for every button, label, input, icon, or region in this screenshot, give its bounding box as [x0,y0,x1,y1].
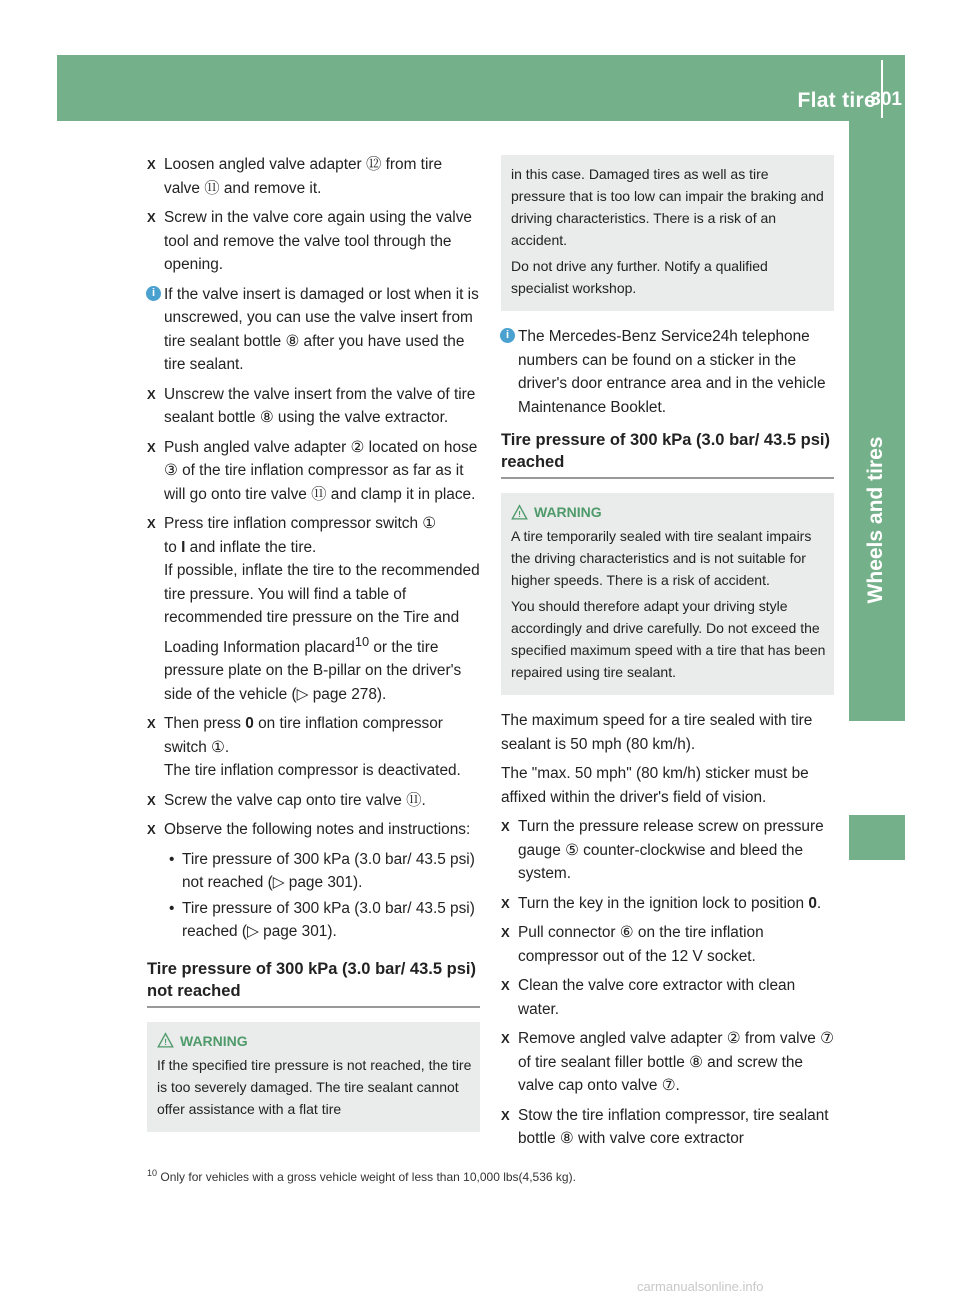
step-arrow-icon: X [147,822,156,838]
section-heading: Tire pressure of 300 kPa (3.0 bar/ 43.5 psi) reached [501,429,834,479]
step-arrow-icon: X [147,516,156,531]
side-marker [849,815,905,860]
step-text: Push angled valve adapter ② located on hose ③ of the tire inflation compressor as far as it will go onto tire valve ⑪ and clamp it in place. [164,438,478,503]
step-text: Screw in the valve core again using the valve tool and remove the valve tool through the opening. [164,209,472,273]
warning-box [147,1022,480,1132]
step-text: Clean the valve core extractor with clean water. [518,977,796,1018]
step-detail: If possible, inflate the tire to the recommended tire pressure. You will find a table of recommended tire pressure on the Tire and Loading Information placard [164,562,480,656]
footnote-text: Only for vehicles with a gross vehicle weight of less than 10,000 lbs(4,536 kg). [160,1170,576,1184]
step-item [501,921,834,968]
step-text: Then press [164,715,246,733]
step-item [147,818,480,842]
step-text: Remove angled valve adapter ② from valve ⑦ of tire sealant filler bottle ⑧ and screw the valve cap onto valve ⑦. [518,1030,834,1094]
step-text: and inflate the tire. [185,538,317,556]
info-note [501,325,834,419]
step-item [501,1027,834,1098]
info-text: The Mercedes-Benz Service24h telephone numbers can be found on a sticker in the driver's door entrance area and in the vehicle Maintenance Booklet. [518,328,826,416]
step-text: Observe the following notes and instructions: [164,821,471,839]
step-item [147,206,480,277]
step-detail: or the tire pressure plate on the B-pillar on the driver's side of the vehicle (▷ page 278). [164,638,462,703]
step-text: . [816,894,822,912]
step-arrow-icon: X [147,386,156,402]
step-text: Stow the tire inflation compressor, tire sealant bottle ⑧ with valve core extractor [518,1106,829,1147]
step-item [501,974,834,1021]
step-arrow-icon: X [501,819,510,834]
warning-box-continued [501,155,834,311]
step-item [501,815,834,886]
step-arrow-icon: X [501,1107,510,1123]
header-bar [57,55,905,121]
step-arrow-icon: X [147,792,156,808]
warning-box [501,493,834,695]
right-column [501,153,834,1157]
step-arrow-icon: X [501,895,510,911]
step-text: Turn the key in the ignition lock to position [518,894,809,912]
warning-header [511,501,826,523]
step-arrow-icon: X [501,978,510,993]
bullet-dot: • [169,899,175,917]
warning-text: If the specified tire pressure is not reached, the tire is too severely damaged. The tire sealant cannot offer assistance with a flat tire [157,1056,472,1117]
warning-title: WARNING [180,1032,248,1049]
step-item [147,153,480,200]
step-arrow-icon: X [501,925,510,940]
list-item [147,848,480,895]
step-text: to [164,538,182,556]
step-text: Press tire inflation compressor switch ① [164,515,437,532]
step-text: Screw the valve cap onto tire valve ⑪. [164,791,426,809]
list-item-text: Tire pressure of 300 kPa (3.0 bar/ 43.5 psi) not reached (▷ page 301). [182,850,475,892]
warning-text: You should therefore adapt your driving style accordingly and drive carefully. Do not exceed the specified maximum speed with a tire that has been repaired using tire sealant. [511,598,826,680]
warning-triangle-icon [157,1032,174,1049]
step-item [501,892,834,916]
info-text: If the valve insert is damaged or lost when it is unscrewed, you can use the valve insert from tire sealant bottle ⑧ after you have used the tire sealant. [164,285,479,373]
left-column [147,153,480,1132]
step-item [147,512,480,706]
page-number: 301 [870,89,902,110]
warning-title: WARNING [534,504,602,520]
info-note [147,283,480,377]
warning-text: in this case. Damaged tires as well as tire pressure that is too low can impair the braking and driving characteristics. There is a risk of an accident. [511,166,824,248]
step-text-bold: I [181,538,186,556]
step-text: Pull connector ⑥ on the tire inflation compressor out of the 12 V socket. [518,924,764,965]
page-header-title: Flat tire [797,89,876,112]
step-item [501,1104,834,1151]
svg-text:!: ! [164,1037,167,1048]
step-arrow-icon: X [147,716,156,732]
warning-triangle-icon [511,504,528,521]
step-text-bold: 0 [245,715,254,733]
step-text: on tire inflation compressor switch ①. [164,715,443,756]
step-arrow-icon: X [147,210,156,225]
svg-text:!: ! [518,508,521,519]
footnote [147,1168,576,1184]
watermark: carmanualsonline.info [637,1279,764,1294]
bullet-dot: • [169,850,175,868]
step-item [147,436,480,507]
step-detail: The tire inflation compressor is deactivated. [164,762,461,780]
step-arrow-icon: X [501,1031,510,1046]
info-icon: i [146,286,161,301]
warning-text: Do not drive any further. Notify a qualified specialist workshop. [511,258,768,296]
step-text-bold: 0 [808,894,817,912]
step-item [147,712,480,783]
step-item [147,383,480,430]
step-text: Unscrew the valve insert from the valve of tire sealant bottle ⑧ using the valve extractor. [164,385,476,426]
warning-text: A tire temporarily sealed with tire sealant impairs the driving characteristics and is not suitable for higher speeds. There is a risk of accident. [511,528,812,588]
list-item-text: Tire pressure of 300 kPa (3.0 bar/ 43.5 psi) reached (▷ page 301). [182,899,475,941]
body-paragraph: The maximum speed for a tire sealed with tire sealant is 50 mph (80 km/h). [501,712,813,753]
section-heading: Tire pressure of 300 kPa (3.0 bar/ 43.5 psi) not reached [147,958,480,1008]
section-side-label: Wheels and tires [864,436,887,604]
warning-header [157,1030,472,1052]
list-item [147,897,480,944]
footnote-number: 10 [147,1168,158,1178]
step-item [147,789,480,813]
step-text: Loosen angled valve adapter ⑫ from tire valve ⑪ and remove it. [164,156,443,197]
footnote-ref: 10 [354,633,370,649]
section-side-tab [849,121,905,721]
info-icon: i [500,328,515,343]
step-arrow-icon: X [147,157,156,172]
body-paragraph: The "max. 50 mph" (80 km/h) sticker must be affixed within the driver's field of vision. [501,765,809,806]
step-arrow-icon: X [147,439,156,455]
step-text: Turn the pressure release screw on pressure gauge ⑤ counter-clockwise and bleed the system. [518,818,824,882]
